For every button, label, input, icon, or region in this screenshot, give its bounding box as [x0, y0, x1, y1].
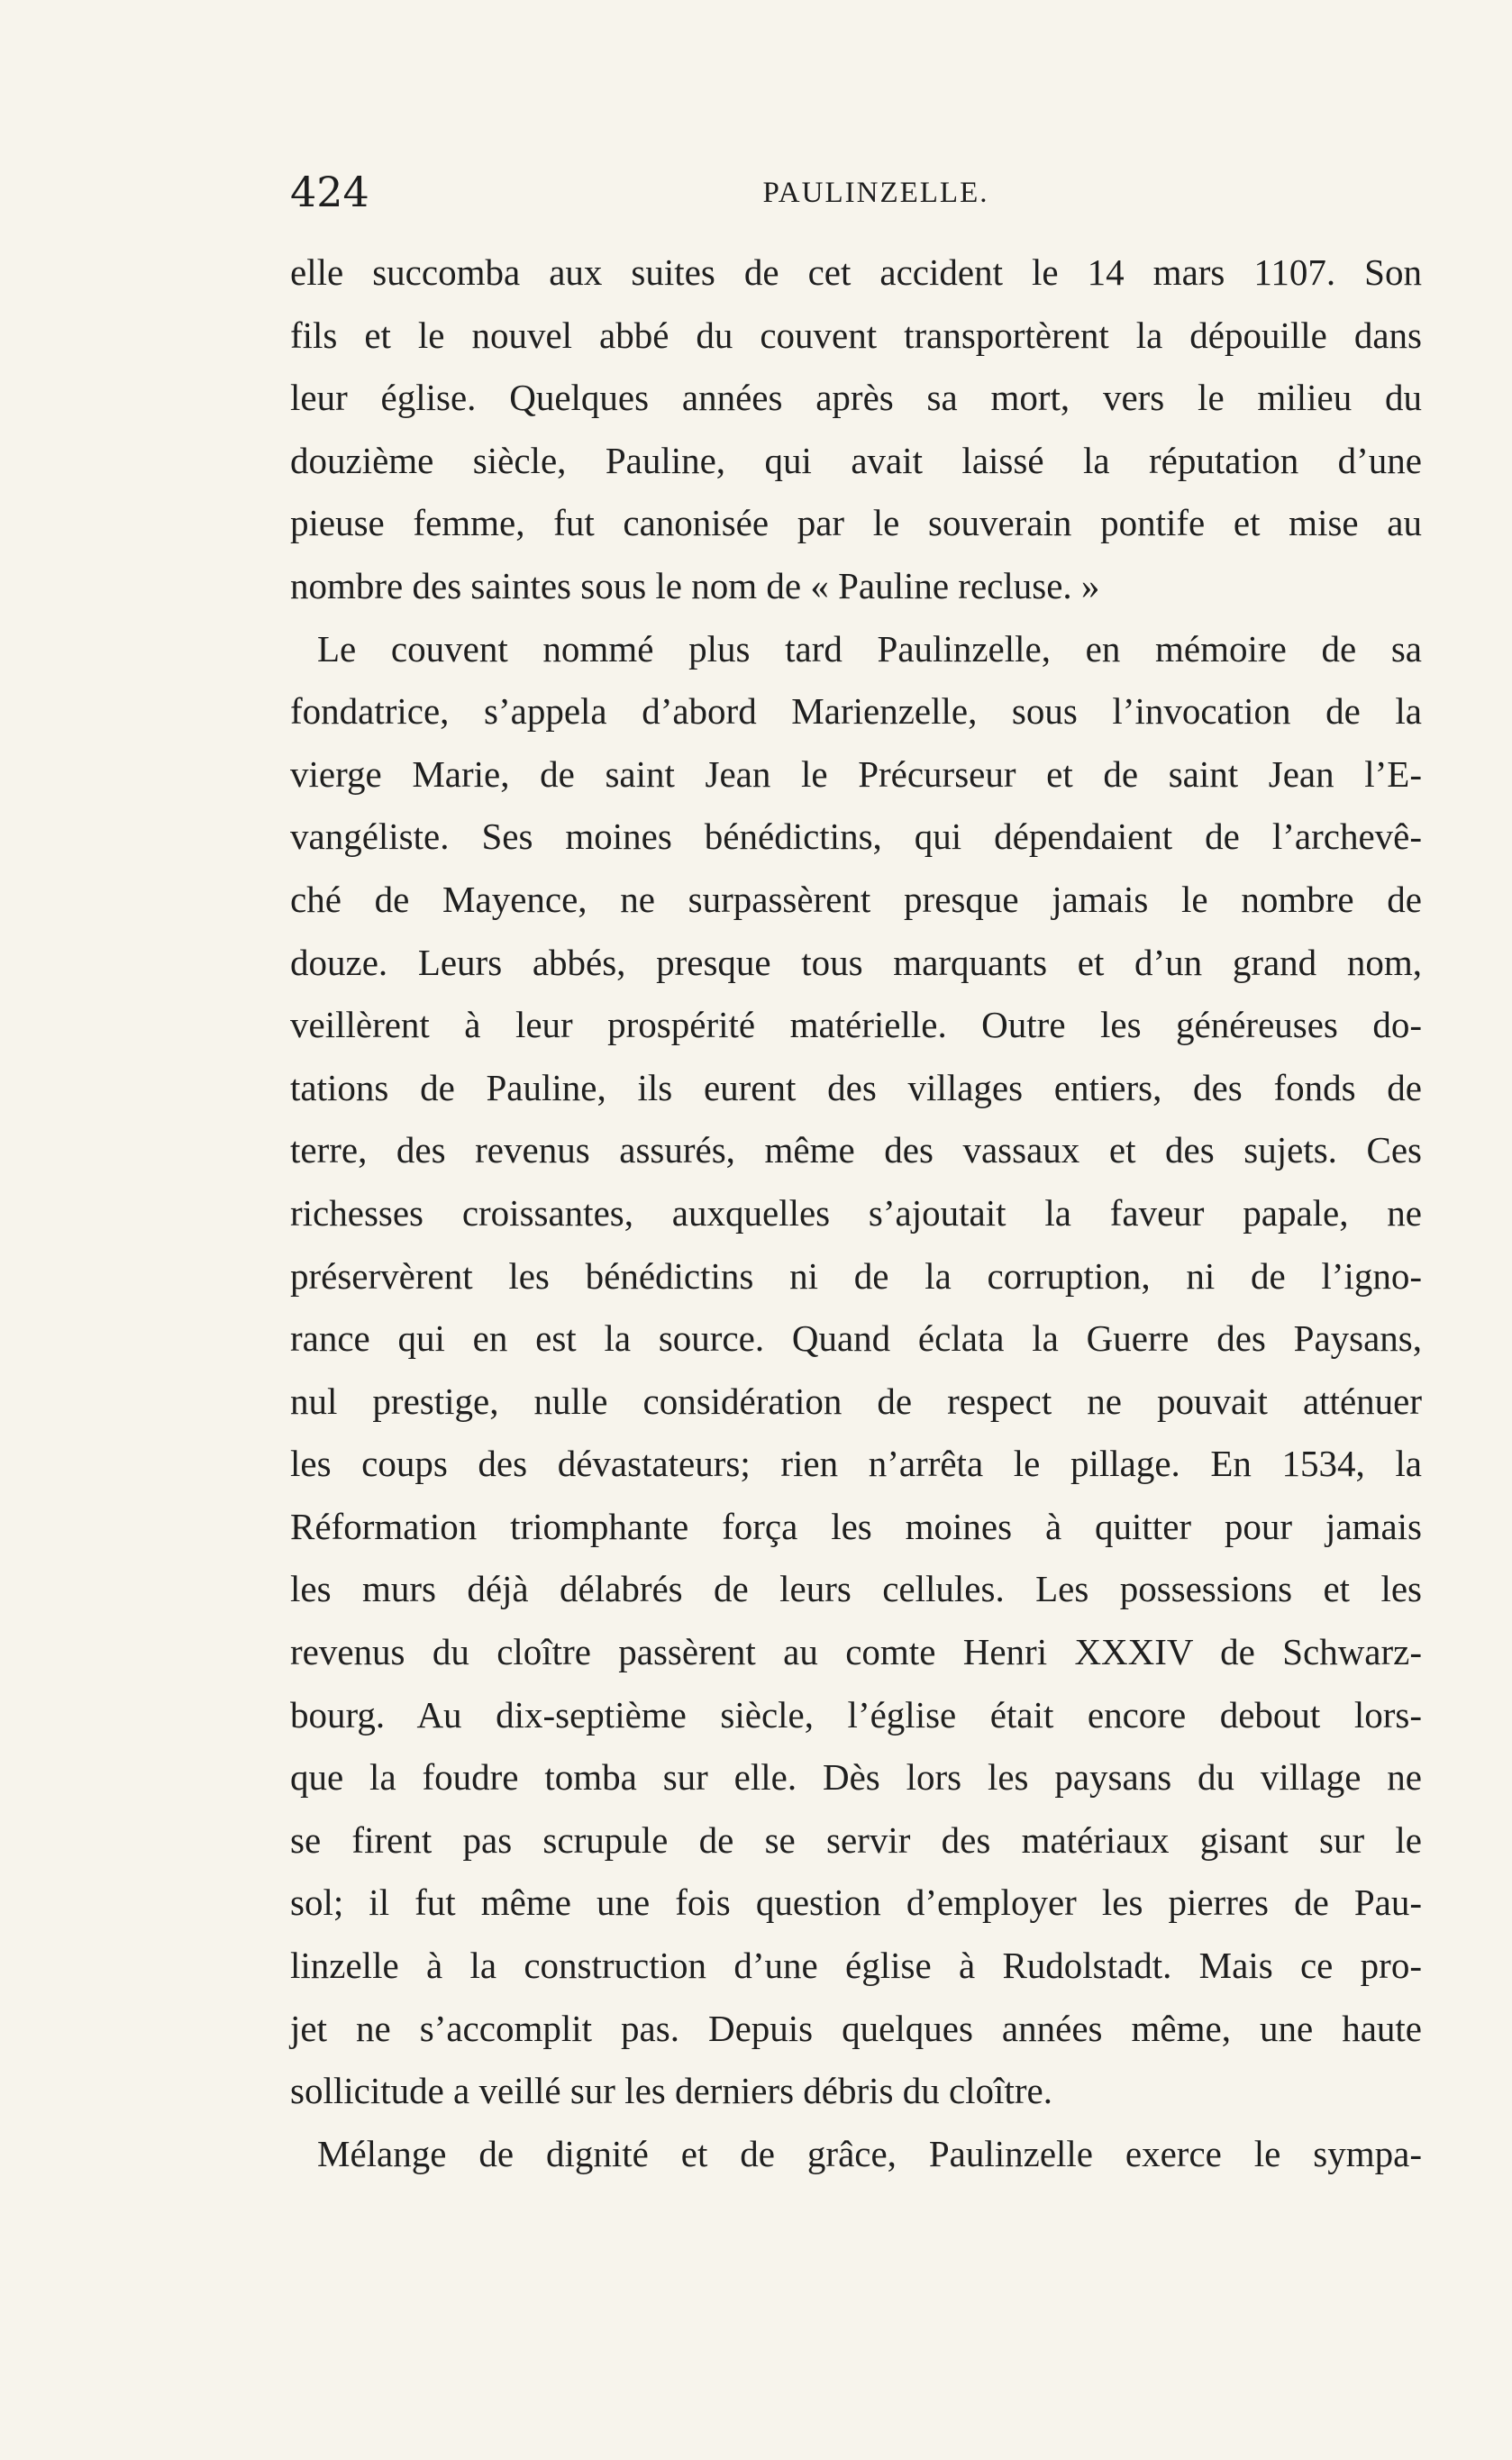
text-line: fondatrice, s’appela d’abord Marienzelle, sous l’invocation de la — [290, 690, 1422, 733]
running-title: PAULINZELLE. — [762, 177, 989, 209]
text-line: se firent pas scrupule de se servir des matériaux gisant sur le — [290, 1818, 1422, 1861]
text-line: vierge Marie, de saint Jean le Précurseur et de saint Jean l’E- — [290, 752, 1422, 795]
body-text — [290, 241, 1422, 2185]
page-header — [290, 165, 1425, 219]
text-line: richesses croissantes, auxquelles s’ajoutait la faveur papale, ne — [290, 1191, 1422, 1234]
text-line: revenus du cloître passèrent au comte Henri XXXIV de Schwarz- — [290, 1631, 1422, 1673]
text-line: rance qui en est la source. Quand éclata la Guerre des Paysans, — [290, 1317, 1422, 1360]
text-line: tations de Pauline, ils eurent des villages entiers, des fonds de — [290, 1066, 1422, 1108]
page-number: 424 — [290, 168, 369, 216]
text-line: terre, des revenus assurés, même des vassaux et des sujets. Ces — [290, 1129, 1422, 1171]
text-line: les coups des dévastateurs; rien n’arrêta le pillage. En 1534, la — [290, 1443, 1422, 1485]
text-line: douzième siècle, Pauline, qui avait laissé la réputation d’une — [290, 439, 1422, 481]
text-line: ché de Mayence, ne surpassèrent presque jamais le nombre de — [290, 878, 1422, 920]
text-line: sol; il fut même une fois question d’employer les pierres de Pau- — [290, 1881, 1422, 1924]
text-line: fils et le nouvel abbé du couvent transportèrent la dépouille dans — [290, 314, 1422, 356]
text-line: jet ne s’accomplit pas. Depuis quelques années même, une haute — [290, 2007, 1422, 2049]
text-line: Le couvent nommé plus tard Paulinzelle, en mémoire de sa — [317, 627, 1422, 670]
text-line: sollicitude a veillé sur les derniers débris du cloître. — [290, 2070, 1052, 2112]
text-line: vangéliste. Ses moines bénédictins, qui dépendaient de l’archevê- — [290, 815, 1422, 858]
text-line: leur église. Quelques années après sa mort, vers le milieu du — [290, 377, 1422, 419]
text-line: linzelle à la construction d’une église à Rudolstadt. Mais ce pro- — [290, 1945, 1422, 1987]
text-line: pieuse femme, fut canonisée par le souverain pontife et mise au — [290, 502, 1422, 544]
text-line: préservèrent les bénédictins ni de la corruption, ni de l’igno- — [290, 1254, 1422, 1297]
text-line: nombre des saintes sous le nom de « Pauline recluse. » — [290, 564, 1100, 606]
text-line: les murs déjà délabrés de leurs cellules. Les possessions et les — [290, 1568, 1422, 1610]
text-line: douze. Leurs abbés, presque tous marquants et d’un grand nom, — [290, 941, 1422, 983]
text-line: Réformation triomphante força les moines à quitter pour jamais — [290, 1505, 1422, 1547]
text-line: veillèrent à leur prospérité matérielle. Outre les généreuses do- — [290, 1004, 1422, 1046]
text-line: bourg. Au dix-septième siècle, l’église était encore debout lors- — [290, 1693, 1422, 1736]
text-line: Mélange de dignité et de grâce, Paulinzelle exerce le sympa- — [317, 2132, 1422, 2174]
text-line: elle succomba aux suites de cet accident le 14 mars 1107. Son — [290, 251, 1422, 293]
text-line: nul prestige, nulle considération de respect ne pouvait atténuer — [290, 1380, 1422, 1422]
text-line: que la foudre tomba sur elle. Dès lors les paysans du village ne — [290, 1756, 1422, 1799]
